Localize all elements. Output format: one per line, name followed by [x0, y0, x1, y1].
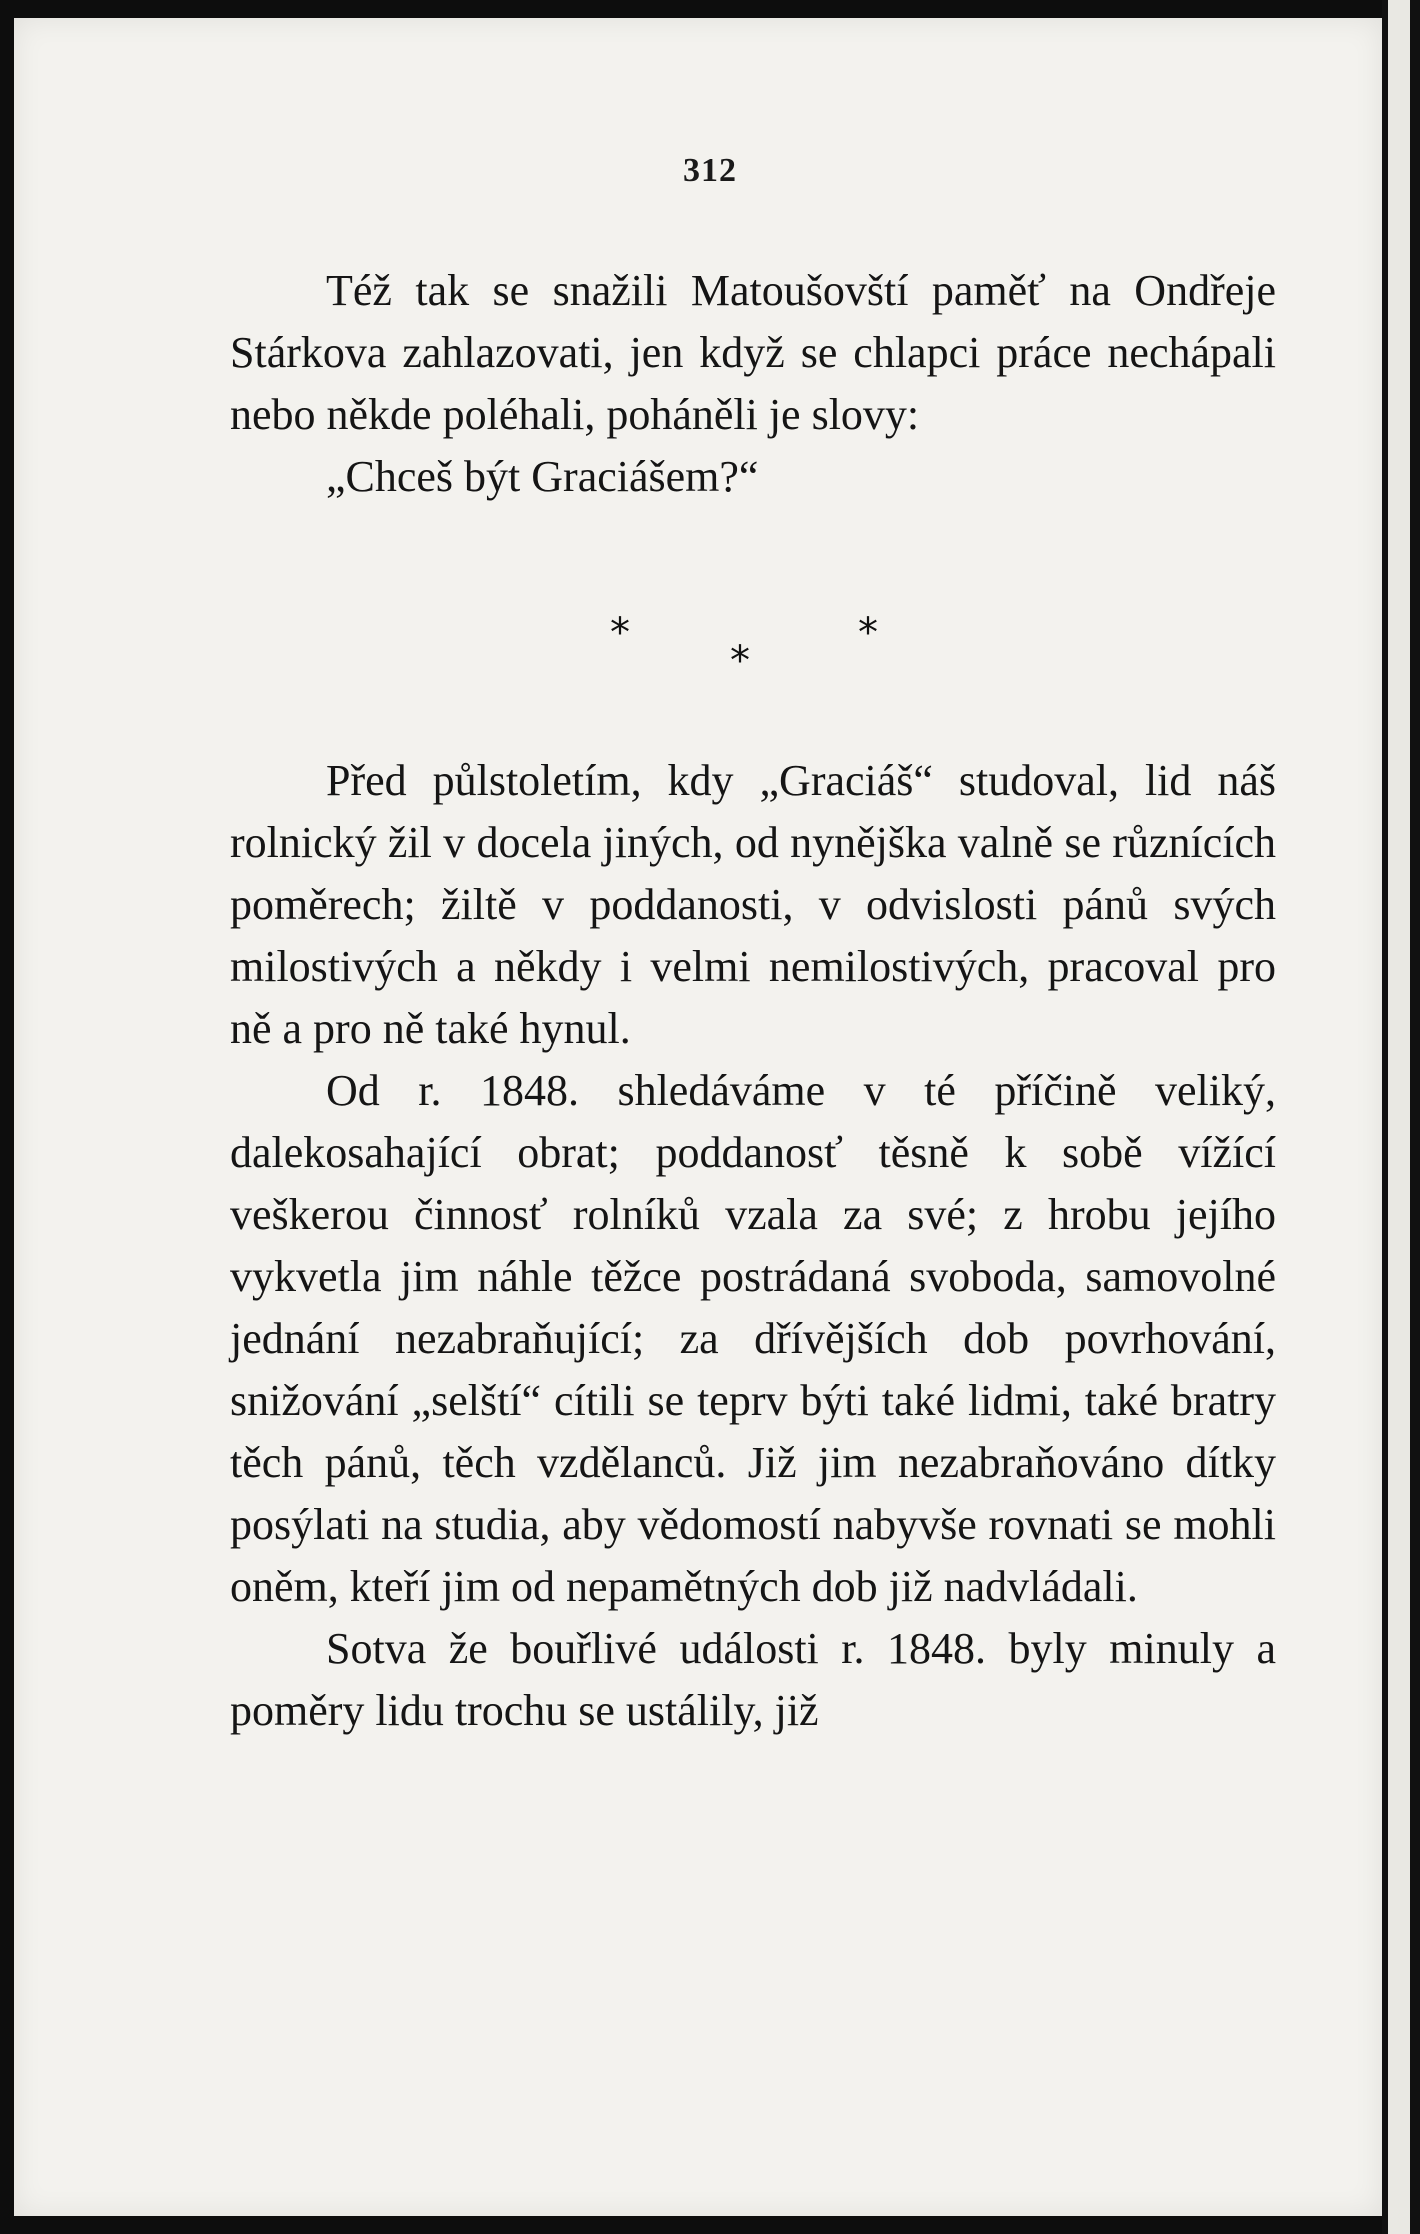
page-edge-strip — [1388, 0, 1410, 2234]
page-number: 312 — [683, 152, 737, 189]
paragraph: Před půlstoletím, kdy „Graciáš“ studoval, lid náš rolnický žil v docela jiných, od nynějška valně se různících poměrech; žiltě v poddanosti, v odvislosti pánů svých milostivých a někdy i velmi nemilostivých, pracoval pro ně a pro ně také hynul. — [230, 756, 1276, 1053]
text-block-top — [230, 260, 1276, 508]
text-block-bottom — [230, 750, 1276, 1742]
quote-line: „Chceš být Graciášem?“ — [326, 452, 759, 501]
separator-star: * — [610, 610, 630, 656]
page-edge — [1382, 0, 1420, 2234]
section-separator — [0, 610, 1420, 690]
separator-star: * — [730, 638, 750, 684]
separator-star: * — [858, 610, 878, 656]
paragraph: Též tak se snažili Matoušovští paměť na Ondřeje Stárkova zahlazovati, jen když se chlapci práce nechápali nebo někde poléhali, poháněli je slovy: — [230, 266, 1276, 439]
paragraph: Od r. 1848. shledáváme v té příčině veliký, dalekosahající obrat; poddanosť těsně k sobě vížící veškerou činnosť rolníků vzala za své; z hrobu jejího vykvetla jim náhle těžce postrádaná svoboda, samovolné jednání nezabraňující; za dřívějších dob povrhování, snižování „selští“ cítili se teprv býti také lidmi, také bratry těch pánů, těch vzdělanců. Již jim nezabraňováno dítky posýlati na studia, aby vědomostí nabyvše rovnati se mohli oněm, kteří jim od nepamětných dob již nadvládali. — [230, 1066, 1276, 1611]
paragraph: Sotva že bouřlivé události r. 1848. byly minuly a poměry lidu trochu se ustálily, již — [230, 1624, 1276, 1735]
